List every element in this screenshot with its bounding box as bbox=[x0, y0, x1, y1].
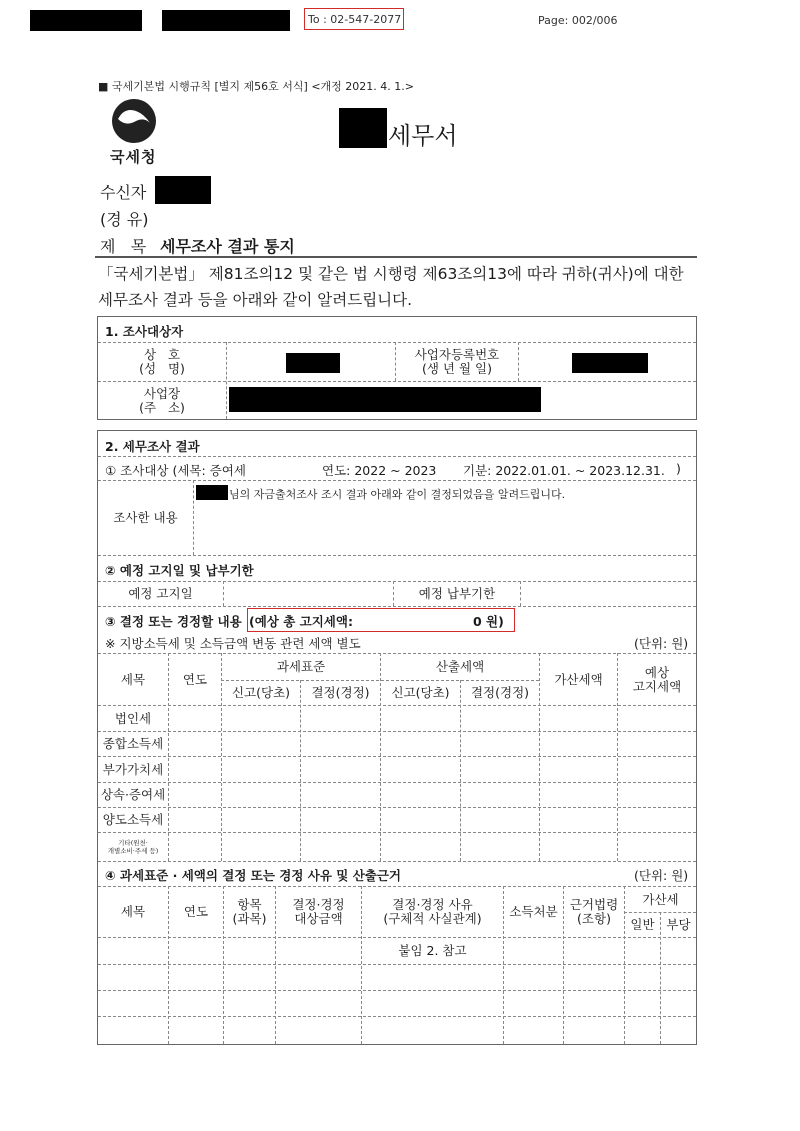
redacted-subject-name bbox=[196, 485, 228, 500]
divider bbox=[226, 342, 227, 419]
reasons-col-reason bbox=[362, 887, 503, 937]
total-tax-value: 0 원) bbox=[473, 614, 504, 629]
notice-date-label: 예정 고지일 bbox=[128, 586, 193, 601]
divider bbox=[98, 756, 696, 757]
via-label: (경 유) bbox=[100, 210, 149, 229]
target-close: ) bbox=[676, 461, 681, 476]
col-expected-tax bbox=[618, 654, 696, 705]
row-capital-gains-tax: 양도소득세 bbox=[102, 812, 164, 827]
reasons-col-law-line-1: 근거법령 bbox=[569, 897, 619, 912]
reasons-col-year: 연도 bbox=[183, 904, 209, 919]
section-2-title: 2. 세무조사 결과 bbox=[105, 439, 200, 454]
section-1-title: 1. 조사대상자 bbox=[105, 324, 184, 339]
reasons-col-tax-item: 세목 bbox=[120, 904, 146, 919]
row-other-line-2: 개별소비·주세 등) bbox=[107, 847, 159, 855]
col-tax-decided: 결정(경정) bbox=[470, 685, 530, 700]
reasons-col-penalty-general: 일반 bbox=[630, 917, 655, 932]
divider bbox=[98, 456, 696, 457]
divider bbox=[98, 964, 696, 965]
divider bbox=[193, 480, 194, 555]
decision-note: ※ 지방소득세 및 소득금액 변동 관련 세액 별도 bbox=[105, 636, 361, 651]
office-title: 세무서 bbox=[388, 122, 458, 150]
reasons-col-item-line-1: 항목 bbox=[237, 897, 262, 912]
divider bbox=[98, 555, 696, 556]
reasons-col-amount bbox=[276, 887, 361, 937]
recipient-label: 수신자 bbox=[100, 183, 147, 202]
col-tax-base: 과세표준 bbox=[276, 659, 326, 674]
col-year: 연도 bbox=[182, 671, 208, 687]
target-label: ① 조사대상 (세목: 증여세 bbox=[105, 463, 246, 478]
subject-value: 세무조사 결과 통지 bbox=[160, 237, 295, 256]
col-penalty: 가산세액 bbox=[554, 671, 603, 687]
target-years: 연도: 2022 ~ 2023 bbox=[322, 463, 437, 478]
reasons-col-item bbox=[224, 887, 275, 937]
reasons-col-item-line-2: (과목) bbox=[232, 911, 267, 926]
due-date-label: 예정 납부기한 bbox=[418, 586, 496, 601]
fax-to-number: To : 02-547-2077 bbox=[304, 8, 404, 30]
reasons-col-amount-line-2: 대상금액 bbox=[294, 911, 343, 926]
divider bbox=[98, 606, 696, 607]
col-tax-reported: 신고(당초) bbox=[391, 685, 450, 700]
reasons-section-title: ④ 과세표준 · 세액의 결정 또는 경정 사유 및 산출근거 bbox=[105, 868, 401, 883]
divider bbox=[98, 861, 696, 862]
col-base-decided: 결정(경정) bbox=[311, 685, 370, 700]
total-tax-label: (예상 총 고지세액: bbox=[249, 614, 353, 629]
decision-unit: (단위: 원) bbox=[634, 636, 689, 651]
row-corporate-tax: 법인세 bbox=[114, 710, 152, 726]
redacted-sender-1 bbox=[30, 10, 142, 31]
divider bbox=[98, 782, 696, 783]
subject-label: 제 목 bbox=[100, 237, 147, 256]
row-other-taxes bbox=[98, 833, 168, 861]
bizno-label-line-2: (생 년 월 일) bbox=[422, 361, 492, 376]
reasons-unit: (단위: 원) bbox=[634, 868, 689, 883]
divider bbox=[98, 832, 696, 833]
redacted-recipient bbox=[155, 176, 211, 204]
fax-page-indicator: Page: 002/006 bbox=[538, 14, 618, 27]
reasons-col-law bbox=[564, 887, 624, 937]
row-other-line-1: 기타(원천· bbox=[118, 839, 148, 847]
decision-section-title: ③ 결정 또는 경정할 내용 bbox=[105, 614, 242, 629]
col-expected-line-1: 예상 bbox=[644, 664, 670, 680]
redacted-bizno bbox=[572, 353, 648, 373]
form-number: ■ 국세기본법 시행규칙 [별지 제56호 서식] <개정 2021. 4. 1.> bbox=[98, 80, 414, 93]
row-income-tax: 종합소득세 bbox=[102, 736, 164, 751]
address-label bbox=[98, 382, 226, 419]
bizno-label-line-1: 사업자등록번호 bbox=[414, 347, 500, 362]
divider bbox=[518, 342, 519, 381]
address-label-line-2: (주 소) bbox=[139, 399, 185, 415]
reasons-col-income-disposal: 소득처분 bbox=[509, 904, 558, 919]
intro-line-1: 「국세기본법」 제81조의12 및 같은 법 시행령 제63조의13에 따라 귀하(귀사)에 대한 bbox=[98, 265, 684, 283]
redacted-name bbox=[286, 353, 340, 373]
header-divider bbox=[95, 256, 697, 258]
divider bbox=[98, 990, 696, 991]
col-base-reported: 신고(당초) bbox=[231, 685, 291, 700]
intro-line-2: 세무조사 결과 등을 아래와 같이 알려드립니다. bbox=[98, 291, 413, 309]
reasons-col-penalty: 가산세 bbox=[642, 891, 679, 907]
reasons-col-reason-line-1: 결정·경정 사유 bbox=[392, 897, 473, 912]
notice-date-value bbox=[224, 582, 393, 606]
row-vat: 부가가치세 bbox=[102, 761, 164, 777]
nts-logo-icon bbox=[110, 97, 158, 145]
reasons-col-penalty-unfair: 부당 bbox=[666, 917, 691, 932]
divider bbox=[460, 680, 461, 861]
name-label-line-1: 상 호 bbox=[143, 347, 181, 362]
divider bbox=[98, 731, 696, 732]
content-label: 조사한 내용 bbox=[113, 510, 178, 525]
notice-section-title: ② 예정 고지일 및 납부기한 bbox=[105, 563, 254, 578]
redacted-address bbox=[229, 387, 541, 412]
redacted-office-name bbox=[339, 108, 387, 148]
bizno-label bbox=[396, 343, 518, 381]
name-label bbox=[98, 343, 226, 381]
target-period: 기분: 2022.01.01. ~ 2023.12.31. bbox=[463, 463, 665, 478]
redacted-sender-2 bbox=[162, 10, 290, 31]
name-label-line-2: (성 명) bbox=[139, 361, 185, 376]
reasons-first-row-reason: 붙임 2. 참고 bbox=[398, 943, 467, 958]
nts-logo-text: 국세청 bbox=[110, 148, 157, 166]
divider bbox=[300, 680, 301, 861]
reasons-col-law-line-2: (조항) bbox=[577, 911, 611, 926]
row-inheritance-gift-tax: 상속·증여세 bbox=[100, 787, 166, 802]
divider bbox=[98, 1016, 696, 1017]
content-text: 님의 자금출처조사 조시 결과 아래와 같이 결정되었음을 알려드립니다. bbox=[229, 488, 566, 501]
col-tax-item: 세목 bbox=[120, 671, 146, 687]
col-expected-line-2: 고지세액 bbox=[632, 678, 682, 694]
divider bbox=[98, 807, 696, 808]
divider bbox=[98, 705, 696, 706]
reasons-col-amount-line-1: 결정·경정 bbox=[292, 897, 345, 912]
address-label-line-1: 사업장 bbox=[143, 385, 181, 401]
col-computed-tax: 산출세액 bbox=[435, 659, 485, 674]
reasons-col-reason-line-2: (구체적 사실관계) bbox=[383, 911, 482, 926]
due-date-value bbox=[521, 582, 696, 606]
